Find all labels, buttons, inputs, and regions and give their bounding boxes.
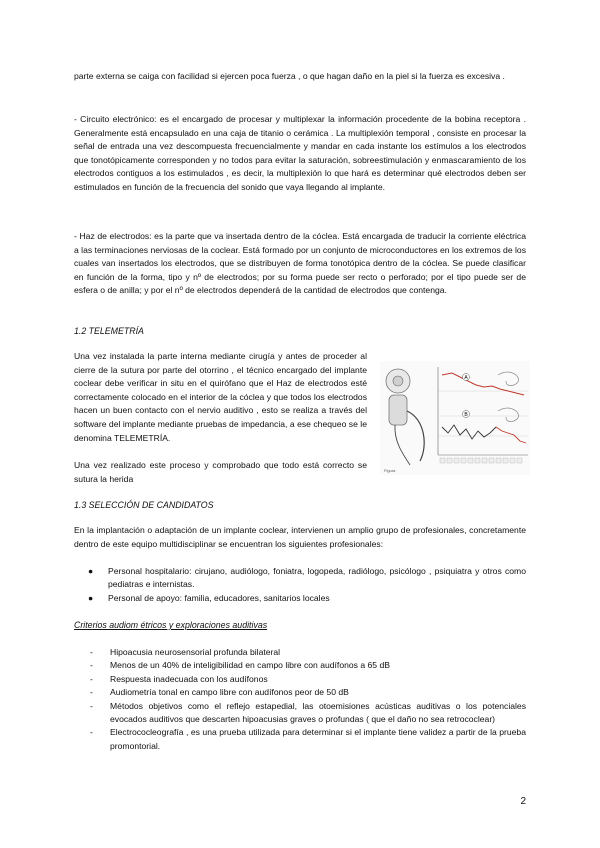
bullet-marker: ● bbox=[88, 592, 94, 603]
list-item bbox=[74, 700, 526, 727]
paragraph-circuito-electronico: - Circuito electrónico: es el encargado de procesar y multiplexar la información procedente de la bobina receptora . Generalmente está encapsulado en una caja de titanio o cerámica . La multiplexión temporal , consiste en procesar la señal de entrada una vez descompuesta frecuencialmente y mandar en cada instante los estímulos a los electrodos que tonotópicamente corresponden y no todos para evitar la saturación, sobreestimulación y enmascaramiento de los electrodos contiguos a los estimulados , es decir, la multiplexión lo que hará es determinar qué electrodos deben ser estimulados en función de la frecuencia del sonido que vaya llegando al implante. bbox=[74, 114, 526, 192]
list-item bbox=[74, 646, 526, 659]
bullet-marker: ● bbox=[88, 566, 94, 576]
list-item-text: Personal hospitalario: cirujano, audiólogo, foniatra, logopeda, radiólogo, psicólogo , psiquiatra y otros como pediatras e internistas. bbox=[108, 566, 526, 590]
dash-marker: - bbox=[90, 673, 93, 684]
panel-label-b: B bbox=[464, 412, 468, 419]
paragraph-seleccion: En la implantación o adaptación de un implante coclear, intervienen un amplio grupo de profesionales, concretamente dentro de este equipo multidisciplinar se encuentran los siguientes profesionales: bbox=[74, 525, 526, 549]
paragraph-haz-electrodos: - Haz de electrodos: es la parte que va insertada dentro de la cóclea. Está encargada de traducir la corriente eléctrica a las terminaciones nerviosas de la coclear. Está formado por un conjunto de microconductores en los extremos de los cuales van insertados los electrodos, que se distribuyen de forma tonotópica dentro de la cóclea. Se puede clasificar en función de la forma, tipo y nº de electrodos; por su forma puede ser recto o perforado; por el tipo puede ser de esfera o de anilla; y por el nº de electrodos dependerá de la cantidad de electrodos que contenga. bbox=[74, 231, 526, 296]
heading-criterios-audiometricos: Criterios audiom étricos y exploraciones auditivas bbox=[74, 620, 268, 630]
criteria-list bbox=[74, 646, 526, 753]
list-item bbox=[74, 565, 526, 592]
list-item bbox=[74, 726, 526, 753]
list-item-text: Menos de un 40% de inteligibilidad en campo libre con audífonos a 65 dB bbox=[110, 660, 390, 671]
list-item bbox=[74, 673, 526, 686]
list-item-text: Electrococleografía , es una prueba utilizada para determinar si el implante tiene validez a partir de la prueba promontorial. bbox=[110, 727, 526, 751]
paragraph-sutura: Una vez realizado este proceso y comprobado que todo está correcto se sutura la herida bbox=[74, 460, 367, 484]
list-item-text: Métodos objetivos como el reflejo estapedial, las otoemisiones acústicas auditivas o los potenciales evocados auditivos que descarten hipoacusias graves o profundas ( que el daño no sea retrococlear) bbox=[110, 700, 526, 725]
professionals-list bbox=[74, 565, 526, 605]
dash-marker: - bbox=[90, 727, 93, 738]
paragraph-telemetria: Una vez instalada la parte interna mediante cirugía y antes de proceder al cierre de la sutura por parte del otorrino , el técnico encargado del implante coclear debe verificar in situ en el quirófano que el Haz de electrodos esté correctamente colocado en el interior de la cóclea y que todos los electrodos hacen un buen contacto con el nervio auditivo , esto se realiza a través del software del implante mediante pruebas de impedancia, a ese chequeo se le denomina TELEMETRÍA. bbox=[74, 351, 367, 443]
list-item bbox=[74, 592, 526, 605]
dash-marker: - bbox=[90, 647, 93, 657]
paragraph-intro: parte externa se caiga con facilidad si ejercen poca fuerza , o que hagan daño en la piel si la fuerza es excesiva . bbox=[74, 71, 505, 81]
dash-marker: - bbox=[90, 660, 93, 671]
dash-marker: - bbox=[90, 700, 93, 711]
dash-marker: - bbox=[90, 687, 93, 698]
list-item bbox=[74, 686, 526, 699]
heading-telemetria: 1.2 TELEMETRÍA bbox=[74, 326, 144, 336]
list-item-text: Audiometría tonal en campo libre con audífonos peor de 50 dB bbox=[110, 687, 349, 698]
page-number: 2 bbox=[520, 796, 526, 807]
figure-caption-fragment: Figura bbox=[384, 468, 396, 473]
telemetry-figure bbox=[380, 361, 530, 475]
list-item-text: Hipoacusia neurosensorial profunda bilateral bbox=[110, 647, 281, 657]
list-item-text: Respuesta inadecuada con los audífonos bbox=[110, 673, 268, 684]
list-item bbox=[74, 659, 526, 672]
heading-seleccion-candidatos: 1.3 SELECCIÓN DE CANDIDATOS bbox=[74, 500, 214, 510]
list-item-text: Personal de apoyo: familia, educadores, sanitarios locales bbox=[108, 592, 330, 603]
panel-label-a: A bbox=[464, 375, 468, 382]
